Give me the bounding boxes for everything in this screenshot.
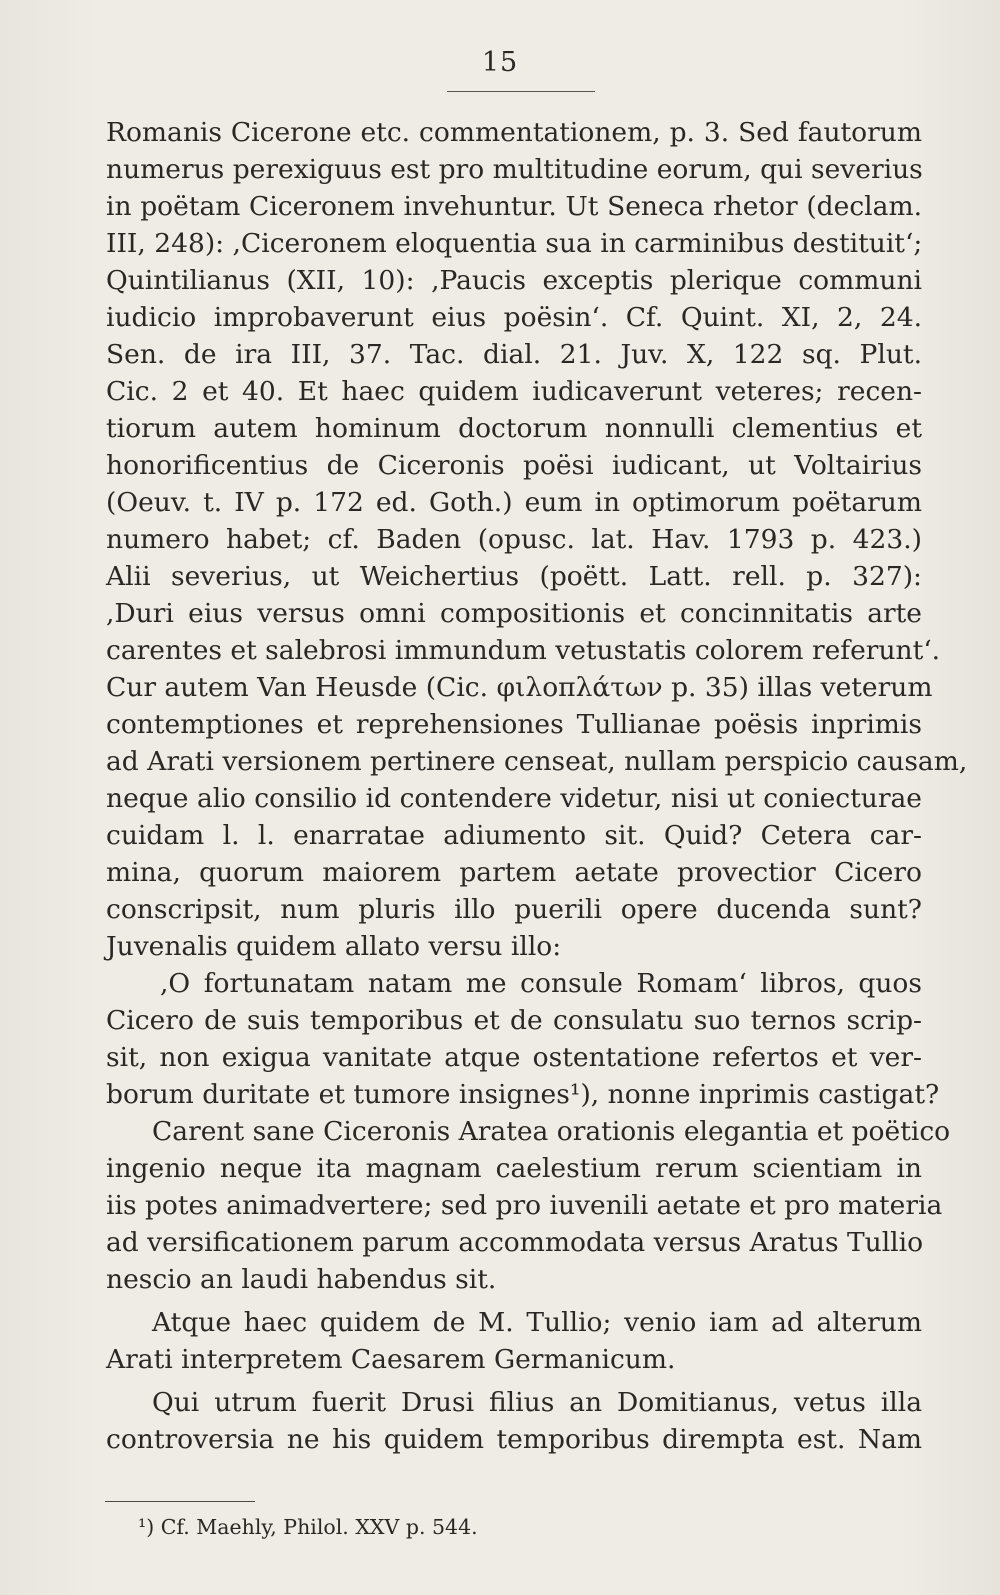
text-line: III, 248): ,Ciceronem eloquentia sua in carminibus destituit‘; [106,228,923,259]
text-line: mina, quorum maiorem partem aetate provectior Cicero [106,857,922,888]
text-line: in poëtam Ciceronem invehuntur. Ut Seneca rhetor (declam. [106,191,922,222]
text-line: tiorum autem hominum doctorum nonnulli clementius et [106,413,922,444]
text-line: Juvenalis quidem allato versu illo: [106,931,562,962]
paragraph-start-line: Carent sane Ciceronis Aratea orationis elegantia et poëtico [152,1116,951,1147]
text-line: numero habet; cf. Baden (opusc. lat. Hav. 1793 p. 423.) [106,524,922,555]
text-line: ad Arati versionem pertinere censeat, nullam perspicio causam, [106,746,968,777]
text-line: neque alio consilio id contendere videtur, nisi ut coniecturae [106,783,922,814]
text-line: Alii severius, ut Weichertius (poëtt. Latt. rell. p. 327): [106,561,922,592]
text-line: iis potes animadvertere; sed pro iuvenili aetate et pro materia [106,1190,943,1221]
text-line: controversia ne his quidem temporibus dirempta est. Nam [106,1424,922,1455]
page-number-rule [447,91,595,92]
page-number: 15 [481,47,519,78]
text-line: Cur autem Van Heusde (Cic. φιλοπλάτων p. 35) illas veterum [106,672,933,703]
text-line: carentes et salebrosi immundum vetustatis colorem referunt‘. [106,635,941,666]
paragraph-start-line: Atque haec quidem de M. Tullio; venio iam ad alterum [152,1307,922,1338]
quoted-verse-line: ,O fortunatam natam me consule Romam‘ libros, quos [160,968,922,999]
paragraph-start-line: Qui utrum fuerit Drusi filius an Domitianus, vetus illa [152,1387,922,1418]
text-line: iudicio improbaverunt eius poësin‘. Cf. Quint. XI, 2, 24. [106,302,922,333]
text-line: conscripsit, num pluris illo puerili opere ducenda sunt? [106,894,922,925]
text-line: Cic. 2 et 40. Et haec quidem iudicaverunt veteres; recen- [106,376,922,407]
text-line: Cicero de suis temporibus et de consulatu suo ternos scrip- [106,1005,922,1036]
text-line: borum duritate et tumore insignes¹), nonne inprimis castigat? [106,1079,940,1110]
text-line: (Oeuv. t. IV p. 172 ed. Goth.) eum in optimorum poëtarum [106,487,922,518]
text-line: Quintilianus (XII, 10): ,Paucis exceptis plerique communi [106,265,922,296]
text-line: ingenio neque ita magnam caelestium rerum scientiam in [106,1153,922,1184]
text-line: Arati interpretem Caesarem Germanicum. [106,1344,676,1375]
text-line: ad versificationem parum accommodata versus Aratus Tullio [106,1227,924,1258]
footnote-rule [105,1501,255,1502]
text-line: contemptiones et reprehensiones Tullianae poësis inprimis [106,709,922,740]
main-text [106,114,968,1458]
text-line: nescio an laudi habendus sit. [106,1264,497,1295]
text-line: ,Duri eius versus omni compositionis et concinnitatis arte [106,598,922,629]
text-line: Sen. de ira III, 37. Tac. dial. 21. Juv. X, 122 sq. Plut. [106,339,922,370]
text-line: sit, non exigua vanitate atque ostentatione refertos et ver- [106,1042,922,1073]
text-line: cuidam l. l. enarratae adiumento sit. Quid? Cetera car- [106,820,922,851]
footnote: ¹) Cf. Maehly, Philol. XXV p. 544. [138,1515,478,1539]
text-line: numerus perexiguus est pro multitudine eorum, qui severius [106,154,923,185]
text-line: honorificentius de Ciceronis poësi iudicant, ut Voltairius [106,450,922,481]
text-line: Romanis Cicerone etc. commentationem, p. 3. Sed fautorum [106,117,922,148]
